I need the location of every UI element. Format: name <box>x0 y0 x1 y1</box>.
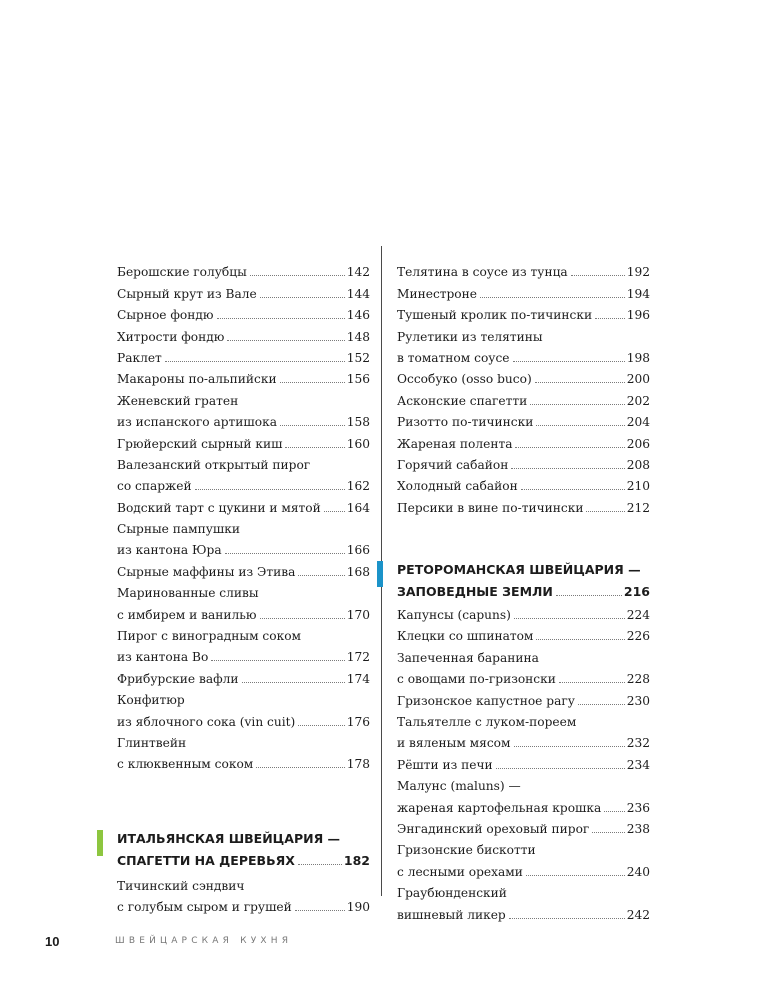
page-number: 202 <box>626 393 650 408</box>
toc-line <box>397 601 650 622</box>
entry-title: с голубым сыром и грушей <box>117 900 292 915</box>
page-number: 144 <box>346 286 370 301</box>
section-page-number: 216 <box>623 583 650 599</box>
entry-title: Водский тарт с цукини и мятой <box>117 500 321 515</box>
page-number: 152 <box>346 350 370 365</box>
entry-title: Телятина в соусе из тунца <box>397 265 568 280</box>
dot-leader <box>559 682 625 683</box>
toc-entry[interactable] <box>397 472 650 493</box>
toc-entry[interactable] <box>397 365 650 386</box>
toc-entry[interactable] <box>117 729 370 772</box>
page-number: 190 <box>346 900 370 915</box>
dot-leader <box>250 275 345 276</box>
toc-line <box>117 893 370 914</box>
page-number: 200 <box>626 372 650 387</box>
toc-entry[interactable] <box>397 686 650 707</box>
page-number: 176 <box>346 714 370 729</box>
dot-leader <box>298 575 344 576</box>
section-romansh-switzerland[interactable] <box>397 555 650 599</box>
toc-line <box>117 600 370 621</box>
toc-line <box>117 258 370 279</box>
entry-title: с лесными орехами <box>397 864 523 879</box>
toc-entry[interactable] <box>397 451 650 472</box>
toc-line <box>117 579 370 600</box>
toc-entry[interactable] <box>117 429 370 450</box>
toc-entry[interactable] <box>117 622 370 665</box>
toc-line <box>117 365 370 386</box>
toc-line <box>117 664 370 685</box>
dot-leader <box>256 767 344 768</box>
entry-title: Гризонское капустное рагу <box>397 693 575 708</box>
entry-title: Граубюнденский <box>397 886 507 901</box>
dot-leader <box>509 918 625 919</box>
toc-line <box>397 857 650 878</box>
page-number: 198 <box>626 350 650 365</box>
dot-leader <box>165 361 345 362</box>
entry-title: Рёшти из печи <box>397 757 493 772</box>
toc-entry[interactable] <box>117 279 370 300</box>
entry-title: Оссобуко (osso buco) <box>397 372 532 387</box>
toc-line <box>117 301 370 322</box>
toc-entry[interactable] <box>117 322 370 343</box>
toc-entry[interactable] <box>397 815 650 836</box>
toc-line <box>117 322 370 343</box>
page-number: 194 <box>626 286 650 301</box>
toc-entry[interactable] <box>117 686 370 729</box>
toc-line <box>117 279 370 300</box>
entry-title: Глинтвейн <box>117 735 187 750</box>
toc-line <box>117 824 370 846</box>
section-italian-switzerland[interactable] <box>117 824 370 868</box>
entry-title: Асконские спагетти <box>397 393 528 408</box>
toc-line <box>397 793 650 814</box>
toc-line <box>397 322 650 343</box>
toc-line <box>397 344 650 365</box>
entry-title: в томатном соусе <box>397 350 510 365</box>
toc-line <box>397 493 650 514</box>
entry-title: с клюквенным соком <box>117 757 254 772</box>
page-footer <box>45 934 645 952</box>
page-number: 156 <box>346 372 370 387</box>
dot-leader <box>260 297 345 298</box>
dot-leader <box>556 595 622 596</box>
entry-title: Макароны по-альпийски <box>117 372 277 387</box>
page-number: 158 <box>346 415 370 430</box>
entry-title: Запеченная баранина <box>397 650 539 665</box>
toc-line <box>117 493 370 514</box>
toc-line <box>397 386 650 407</box>
toc-list <box>397 601 650 922</box>
toc-line <box>397 472 650 493</box>
toc-line <box>117 846 370 868</box>
section-page-number: 182 <box>343 853 370 869</box>
entry-title: Малунс (maluns) — <box>397 779 521 794</box>
section-accent-bar <box>377 561 383 587</box>
dot-leader <box>217 318 345 319</box>
footer-book-title: ШВЕЙЦАРСКАЯ КУХНЯ <box>115 936 293 946</box>
dot-leader <box>595 318 625 319</box>
page-number: 236 <box>626 800 650 815</box>
dot-leader <box>324 511 345 512</box>
page-number: 206 <box>626 436 650 451</box>
page-number: 228 <box>626 672 650 687</box>
toc-line <box>397 686 650 707</box>
page-number: 242 <box>626 907 650 922</box>
dot-leader <box>604 811 624 812</box>
section-title-line-1: ИТАЛЬЯНСКАЯ ШВЕЙЦАРИЯ — <box>117 831 341 847</box>
entry-title: Тушеный кролик по-тичински <box>397 308 593 323</box>
dot-leader <box>535 382 625 383</box>
toc-line <box>397 900 650 921</box>
page-number: 196 <box>626 308 650 323</box>
toc-entry[interactable] <box>397 708 650 751</box>
toc-entry[interactable] <box>397 643 650 686</box>
toc-line <box>397 622 650 643</box>
entry-title: Пирог с виноградным соком <box>117 629 302 644</box>
toc-entry[interactable] <box>397 622 650 643</box>
toc-entry[interactable] <box>397 836 650 879</box>
toc-line <box>117 686 370 707</box>
toc-entry[interactable] <box>117 344 370 365</box>
dot-leader <box>514 618 625 619</box>
entry-title: Горячий сабайон <box>397 457 509 472</box>
toc-entry[interactable] <box>397 601 650 622</box>
page-number: 166 <box>346 543 370 558</box>
section-title-line-2: СПАГЕТТИ НА ДЕРЕВЬЯХ <box>117 853 295 869</box>
entry-title: Маринованные сливы <box>117 586 259 601</box>
entry-title: Сырные пампушки <box>117 522 240 537</box>
entry-title: Валезанский открытый пирог <box>117 457 311 472</box>
entry-title: Жареная полента <box>397 436 513 451</box>
toc-entry[interactable] <box>117 557 370 578</box>
toc-line <box>397 555 650 577</box>
toc-entry[interactable] <box>397 408 650 429</box>
toc-list <box>397 258 650 515</box>
toc-line <box>117 622 370 643</box>
page-number: 224 <box>626 608 650 623</box>
dot-leader <box>526 875 625 876</box>
toc-line <box>397 772 650 793</box>
entry-title: Берошские голубцы <box>117 265 247 280</box>
page-number: 192 <box>626 265 650 280</box>
entry-title: со спаржей <box>117 479 192 494</box>
page-number: 234 <box>626 757 650 772</box>
dot-leader <box>298 725 344 726</box>
toc-entry[interactable] <box>397 772 650 815</box>
page-number: 178 <box>346 757 370 772</box>
entry-title: Энгадинский ореховый пирог <box>397 821 590 836</box>
entry-title: Раклет <box>117 350 162 365</box>
entry-title: вишневый ликер <box>397 907 506 922</box>
entry-title: из кантона Во <box>117 650 209 665</box>
toc-entry[interactable] <box>397 429 650 450</box>
entry-title: Персики в вине по-тичински <box>397 500 584 515</box>
toc-line <box>117 344 370 365</box>
toc-entry[interactable] <box>397 258 650 279</box>
toc-entry[interactable] <box>117 451 370 494</box>
toc-column-left <box>117 258 370 914</box>
toc-line <box>397 301 650 322</box>
entry-title: Рулетики из телятины <box>397 329 543 344</box>
toc-entry[interactable] <box>117 664 370 685</box>
toc-line <box>397 451 650 472</box>
toc-line <box>117 429 370 450</box>
dot-leader <box>295 910 345 911</box>
toc-entry[interactable] <box>397 322 650 365</box>
dot-leader <box>511 468 624 469</box>
dot-leader <box>513 361 625 362</box>
dot-leader <box>496 768 625 769</box>
page-number: 162 <box>346 479 370 494</box>
entry-title: с имбирем и ванилью <box>117 607 257 622</box>
page-number: 232 <box>626 736 650 751</box>
page-number: 172 <box>346 650 370 665</box>
toc-column-right <box>397 258 650 922</box>
entry-title: Сырный крут из Вале <box>117 286 257 301</box>
toc-list <box>117 871 370 914</box>
toc-entry[interactable] <box>397 750 650 771</box>
dot-leader <box>586 511 624 512</box>
dot-leader <box>578 704 625 705</box>
toc-list <box>117 258 370 771</box>
toc-line <box>397 279 650 300</box>
dot-leader <box>530 404 625 405</box>
toc-line <box>397 408 650 429</box>
entry-title: Сырные маффины из Этива <box>117 564 296 579</box>
toc-entry[interactable] <box>397 879 650 922</box>
toc-entry[interactable] <box>117 871 370 914</box>
toc-entry[interactable] <box>117 386 370 429</box>
page-number: 208 <box>626 457 650 472</box>
page-number: 240 <box>626 864 650 879</box>
entry-title: и вяленым мясом <box>397 736 511 751</box>
toc-line <box>397 429 650 450</box>
toc-line <box>397 665 650 686</box>
entry-title: Гризонские бискотти <box>397 843 536 858</box>
dot-leader <box>592 832 624 833</box>
toc-line <box>117 729 370 750</box>
dot-leader <box>480 297 625 298</box>
toc-line <box>397 836 650 857</box>
entry-title: Клецки со шпинатом <box>397 629 534 644</box>
dot-leader <box>536 425 624 426</box>
toc-line <box>117 408 370 429</box>
section-accent-bar <box>97 830 103 856</box>
toc-entry[interactable] <box>117 493 370 514</box>
page-number: 204 <box>626 415 650 430</box>
toc-line <box>117 707 370 728</box>
page-number: 230 <box>626 693 650 708</box>
dot-leader <box>515 447 624 448</box>
page-number: 174 <box>346 671 370 686</box>
toc-line <box>397 750 650 771</box>
page-number: 210 <box>626 479 650 494</box>
toc-entry[interactable] <box>117 515 370 558</box>
entry-title: Капунсы (capuns) <box>397 608 511 623</box>
page-number: 160 <box>346 436 370 451</box>
entry-title: Холодный сабайон <box>397 479 518 494</box>
toc-line <box>397 365 650 386</box>
dot-leader <box>227 340 344 341</box>
entry-title: Женевский гратен <box>117 393 239 408</box>
toc-entry[interactable] <box>397 386 650 407</box>
dot-leader <box>211 660 344 661</box>
entry-title: Хитрости фондю <box>117 329 225 344</box>
page-number: 168 <box>346 564 370 579</box>
page-number: 238 <box>626 821 650 836</box>
toc-entry[interactable] <box>117 579 370 622</box>
entry-title: Фрибурские вафли <box>117 671 239 686</box>
dot-leader <box>298 864 342 865</box>
toc-line <box>117 643 370 664</box>
toc-line <box>397 258 650 279</box>
toc-line <box>397 577 650 599</box>
page-number: 226 <box>626 629 650 644</box>
toc-line <box>397 729 650 750</box>
page-number: 170 <box>346 607 370 622</box>
dot-leader <box>225 553 345 554</box>
dot-leader <box>242 682 345 683</box>
toc-line <box>117 557 370 578</box>
entry-title: из испанского артишока <box>117 415 277 430</box>
toc-line <box>117 386 370 407</box>
dot-leader <box>260 618 345 619</box>
toc-entry[interactable] <box>117 301 370 322</box>
entry-title: из яблочного сока (vin cuit) <box>117 714 296 729</box>
toc-line <box>117 750 370 771</box>
entry-title: Грюйерский сырный киш <box>117 436 283 451</box>
entry-title: Конфитюр <box>117 693 185 708</box>
dot-leader <box>536 639 624 640</box>
dot-leader <box>280 425 345 426</box>
toc-entry[interactable] <box>117 365 370 386</box>
entry-title: Тичинский сэндвич <box>117 878 245 893</box>
toc-line <box>397 815 650 836</box>
toc-line <box>117 536 370 557</box>
toc-line <box>117 451 370 472</box>
toc-line <box>397 643 650 664</box>
toc-line <box>397 879 650 900</box>
footer-page-number: 10 <box>45 934 60 949</box>
toc-entry[interactable] <box>397 279 650 300</box>
page-number: 164 <box>346 500 370 515</box>
dot-leader <box>285 447 344 448</box>
toc-line <box>117 515 370 536</box>
entry-title: из кантона Юра <box>117 543 222 558</box>
toc-entry[interactable] <box>397 493 650 514</box>
entry-title: с овощами по-гризонски <box>397 672 556 687</box>
dot-leader <box>514 746 625 747</box>
entry-title: Минестроне <box>397 286 477 301</box>
dot-leader <box>195 489 345 490</box>
toc-line <box>117 871 370 892</box>
section-title-line-2: ЗАПОВЕДНЫЕ ЗЕМЛИ <box>397 583 553 599</box>
page-number: 142 <box>346 265 370 280</box>
toc-line <box>117 472 370 493</box>
toc-line <box>397 708 650 729</box>
entry-title: Тальятелле с луком-пореем <box>397 715 577 730</box>
dot-leader <box>571 275 625 276</box>
dot-leader <box>280 382 345 383</box>
dot-leader <box>521 489 625 490</box>
page-number: 148 <box>346 329 370 344</box>
toc-entry[interactable] <box>397 301 650 322</box>
page-number: 146 <box>346 308 370 323</box>
entry-title: Сырное фондю <box>117 308 214 323</box>
entry-title: жареная картофельная крошка <box>397 800 602 815</box>
section-title-line-1: РЕТОРОМАНСКАЯ ШВЕЙЦАРИЯ — <box>397 561 641 577</box>
entry-title: Ризотто по-тичински <box>397 415 534 430</box>
page-number: 212 <box>626 500 650 515</box>
toc-entry[interactable] <box>117 258 370 279</box>
